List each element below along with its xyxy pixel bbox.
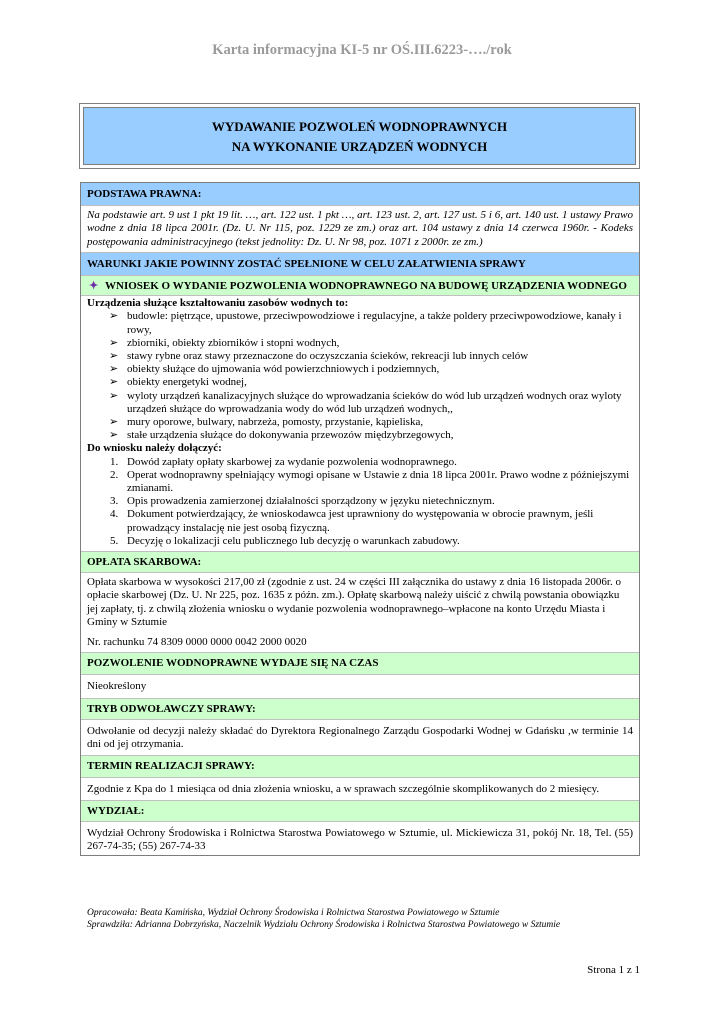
title-inner (83, 107, 636, 165)
title-box (79, 103, 640, 169)
podstawa-heading: PODSTAWA PRAWNA: (81, 183, 639, 206)
arrow-bullet-icon: ➢ (109, 376, 119, 389)
arrow-bullet-icon: ➢ (109, 350, 119, 363)
list-item: ➢ budowle: piętrzące, upustowe, przeciwpowodziowe i regulacyjne, a także poldery przeciwpowodziowe, kanały i rowy, (109, 310, 622, 336)
arrow-bullet-icon: ➢ (109, 416, 119, 429)
dolaczyc-label: Do wniosku należy dołączyć: (87, 442, 222, 455)
list-item: ➢ mury oporowe, bulwary, nabrzeża, pomosty, przystanie, kąpieliska, (109, 416, 424, 429)
termin-text: Zgodnie z Kpa do 1 miesiąca od dnia złożenia wniosku, a w sprawach szczególnie skomplikowanych do 2 miesięcy. (87, 782, 600, 795)
arrow-bullet-icon: ➢ (109, 363, 119, 376)
wniosek-heading-row (81, 276, 639, 296)
arrow-bullet-icon: ➢ (109, 389, 119, 402)
podstawa-text: Na podstawie art. 9 ust 1 pkt 19 lit. …, art. 122 ust. 1 pkt …, art. 123 ust. 2, art. 127 ust. 5 i 6, art. 140 ust. 1 ustawy Prawo wodne z dnia 18 lipca 2001r. (Dz. U. Nr 115, poz. 1229 ze zm.) oraz art. 104 ustawy z dnia 14 czerwca 1960r. - Kodeks postępowania administracyjnego (tekst jednolity: Dz. U. Nr 98, poz. 1071 z 2000r. ze zm.) (87, 209, 633, 248)
oplata-account: Nr. rachunku 74 8309 0000 0000 0042 2000 0020 (87, 636, 307, 649)
list-item: 2. Operat wodnoprawny spełniający wymogi opisane w Ustawie z dnia 18 lipca 2001r. Prawo wodne z późniejszymi zmianami. (121, 469, 633, 495)
warunki-heading: WARUNKI JAKIE POWINNY ZOSTAĆ SPEŁNIONE W CELU ZAŁATWIENIA SPRAWY (81, 252, 639, 276)
title-line-1: WYDAWANIE POZWOLEŃ WODNOPRAWNYCH (211, 119, 508, 134)
list-item: 1. Dowód zapłaty opłaty skarbowej za wydanie pozwolenia wodnoprawnego. (121, 456, 633, 469)
opracowala-note: Opracowała: Beata Kamińska, Wydział Ochrony Środowiska i Rolnictwa Starostwa Powiatowego w Sztumie (87, 908, 500, 918)
wydzial-heading: WYDZIAŁ: (81, 800, 639, 822)
list-item: ➢ obiekty energetyki wodnej, (109, 376, 247, 389)
tryb-heading: TRYB ODWOŁAWCZY SPRAWY: (81, 698, 639, 720)
arrow-bullet-icon: ➢ (109, 336, 119, 349)
footer-notes (87, 907, 647, 931)
title-line-2: NA WYKONANIE URZĄDZEŃ WODNYCH (231, 139, 488, 154)
tryb-text: Odwołanie od decyzji należy składać do Dyrektora Regionalnego Zarządu Gospodarki Wodnej w Gdańsku ,w terminie 14 dni od jej otrzymania. (87, 724, 633, 751)
diamond-bullet-icon: ✦ (89, 280, 99, 293)
arrow-bullet-icon: ➢ (109, 310, 119, 323)
page-header: Karta informacyjna KI-5 nr OŚ.III.6223-…./rok (212, 42, 512, 58)
list-item: 4. Dokument potwierdzający, że wnioskodawca jest uprawniony do występowania w obrocie prawnym, jeśli prowadzący instalację nie jest osobą fizyczną. (121, 508, 633, 534)
dolaczyc-list (81, 456, 639, 551)
arrow-bullet-icon: ➢ (109, 429, 119, 442)
termin-heading: TERMIN REALIZACJI SPRAWY: (81, 755, 639, 777)
list-item: ➢ obiekty służące do ujmowania wód powierzchniowych i podziemnych, (109, 363, 440, 376)
czas-text: Nieokreślony (87, 679, 147, 692)
list-item: ➢ stałe urządzenia służące do dokonywania przewozów międzybrzegowych, (109, 429, 454, 442)
sprawdzila-note: Sprawdziła: Adrianna Dobrzyńska, Naczelnik Wydziału Ochrony Środowiska i Rolnictwa Starostwa Powiatowego w Sztumie (87, 920, 561, 930)
urzadzenia-list (81, 310, 639, 442)
info-table (80, 182, 640, 856)
oplata-text: Opłata skarbowa w wysokości 217,00 zł (zgodnie z ust. 24 w części III załącznika do ustawy z dnia 16 listopada 2006r. o opłacie skarbowej (Dz. U. Nr 225, poz. 1635 z późn. zm.). Opłatę skarbową należy uiścić z chwilą powstania obowiązku jej zapłaty, tj. z chwilą złożenia wniosku o wydanie pozwolenia wodnoprawnego–wpłacone na konto Urzędu Miasta i Gminy w Sztumie (87, 576, 621, 628)
list-item: ➢ stawy rybne oraz stawy przeznaczone do oczyszczania ścieków, rekreacji lub innych celów (109, 350, 529, 363)
wniosek-heading: WNIOSEK O WYDANIE POZWOLENIA WODNOPRAWNEGO NA BUDOWĘ URZĄDZENIA WODNEGO (105, 280, 627, 293)
list-item: 3. Opis prowadzenia zamierzonej działalności sporządzony w języku nietechnicznym. (121, 495, 633, 508)
urzadzenia-label: Urządzenia służące kształtowaniu zasobów wodnych to: (87, 297, 349, 310)
czas-heading: POZWOLENIE WODNOPRAWNE WYDAJE SIĘ NA CZAS (81, 652, 639, 674)
page-number: Strona 1 z 1 (587, 964, 640, 976)
wydzial-text: Wydział Ochrony Środowiska i Rolnictwa Starostwa Powiatowego w Sztumie, ul. Mickiewicza 31, pokój Nr. 18, Tel. (55) 267-74-35; (55) 267-74-33 (87, 826, 633, 853)
list-item: ➢ zbiorniki, obiekty zbiorników i stopni wodnych, (109, 336, 340, 349)
list-item: 5. Decyzję o lokalizacji celu publicznego lub decyzję o warunkach zabudowy. (121, 535, 633, 548)
list-item: ➢ wyloty urządzeń kanalizacyjnych służące do wprowadzania ścieków do wód lub urządzeń wodnych oraz wyloty urządzeń służące do wprowadzania wody do wód lub urządzeń wodnych,, (109, 389, 622, 415)
oplata-heading: OPŁATA SKARBOWA: (81, 551, 639, 573)
